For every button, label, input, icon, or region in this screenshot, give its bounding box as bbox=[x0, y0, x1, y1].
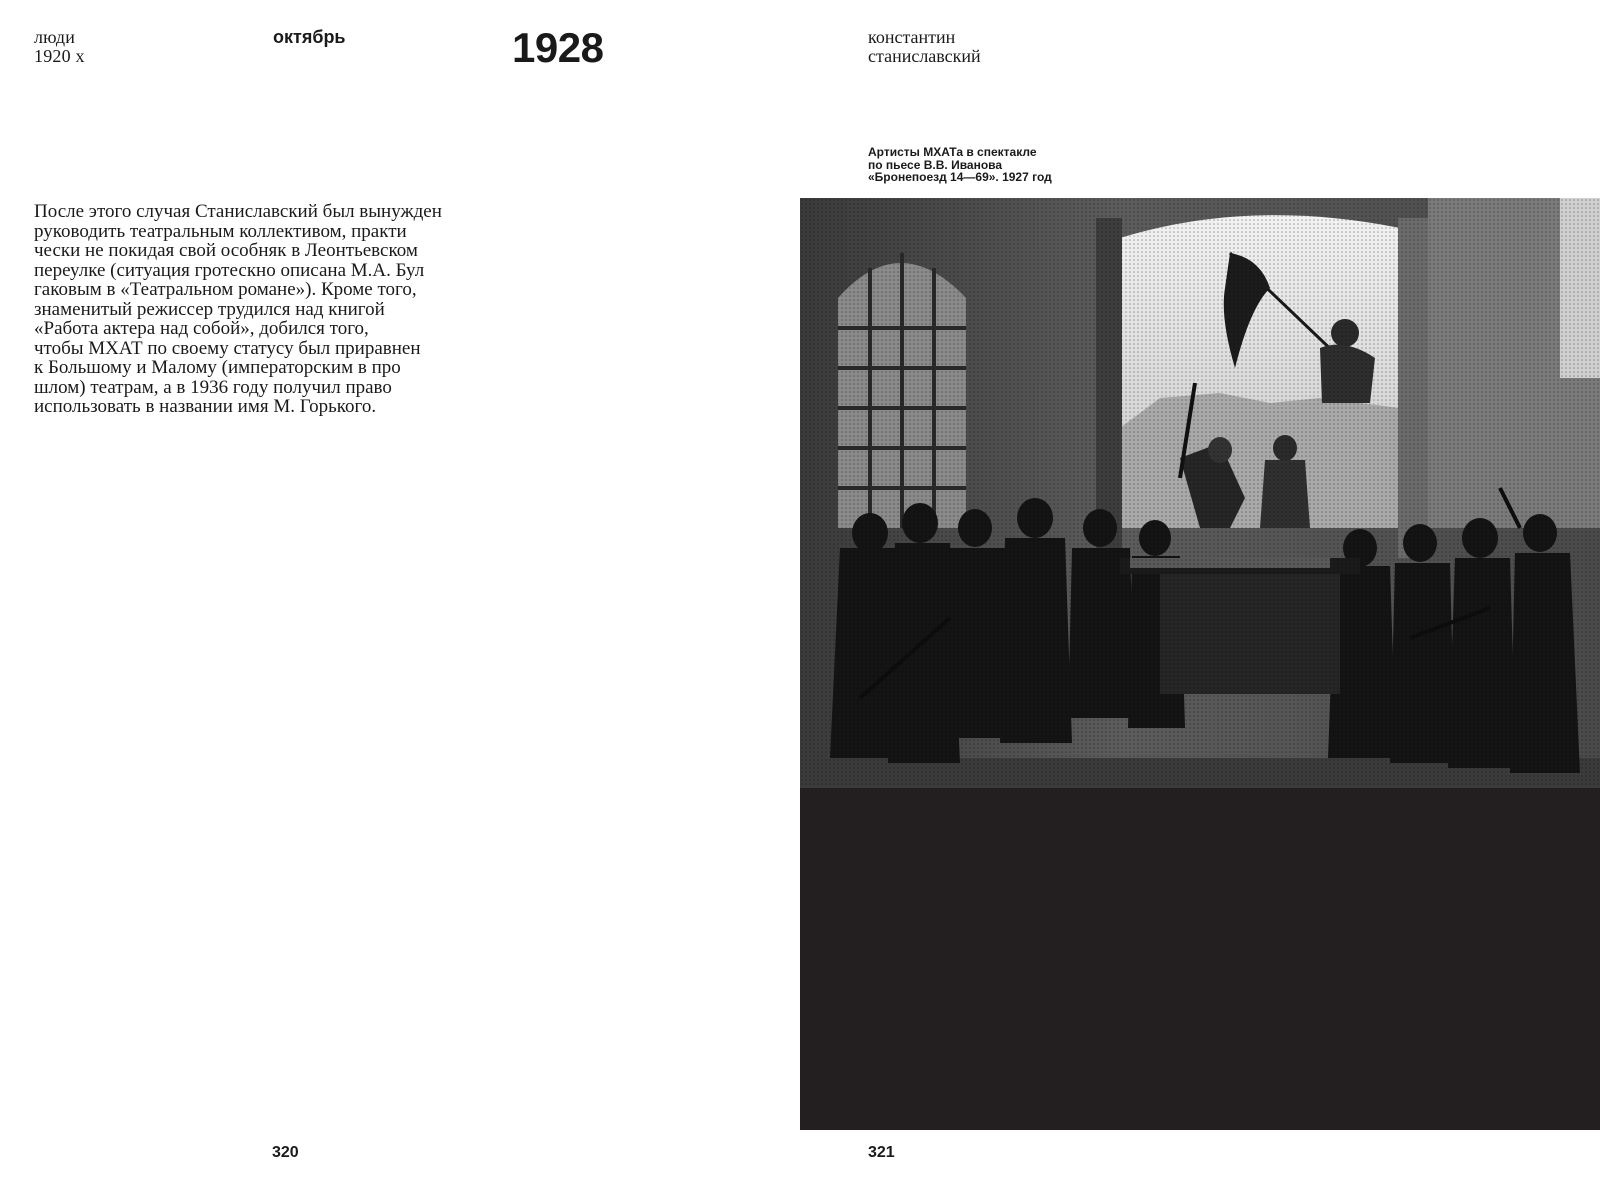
stage-scene-image bbox=[800, 198, 1600, 1130]
body-line: к Большому и Малому (императорским в про bbox=[34, 357, 401, 378]
category-label bbox=[34, 28, 85, 66]
year-heading: 1928 bbox=[512, 24, 604, 71]
caption-line: по пьесе В.В. Иванова bbox=[868, 157, 1003, 172]
body-line: знаменитый режиссер трудился над книгой bbox=[34, 298, 385, 320]
photo-caption bbox=[868, 146, 1052, 184]
body-line: шлом) театрам, а в 1936 году получил право bbox=[34, 376, 392, 398]
category-line: люди bbox=[34, 27, 76, 47]
body-line: гаковым в «Театральном романе»). Кроме того, bbox=[34, 279, 417, 300]
page-number-right: 321 bbox=[868, 1144, 895, 1161]
body-line: После этого случая Станиславский был вынужден bbox=[34, 201, 442, 222]
person-name-line: константин bbox=[868, 27, 956, 47]
caption-line: «Бронепоезд 14—69». 1927 год bbox=[868, 170, 1052, 184]
person-name bbox=[868, 28, 981, 66]
category-line: 1920 х bbox=[34, 46, 85, 66]
body-text bbox=[34, 202, 442, 417]
caption-line: Артисты МХАТа в спектакле bbox=[868, 145, 1037, 159]
body-line: «Работа актера над собой», добился того, bbox=[34, 318, 369, 339]
person-name-line: станиславский bbox=[868, 46, 981, 66]
body-line: чески не покидая свой особняк в Леонтьевском bbox=[34, 240, 418, 261]
body-line: чтобы МХАТ по своему статусу был приравнен bbox=[34, 337, 421, 359]
body-line: руководить театральным коллективом, практи bbox=[34, 220, 407, 242]
theatre-photo bbox=[800, 198, 1600, 1130]
page-number-left: 320 bbox=[272, 1144, 299, 1161]
body-line: использовать в названии имя М. Горького. bbox=[34, 396, 377, 417]
month-label: октябрь bbox=[273, 27, 346, 47]
body-line: переулке (ситуация гротескно описана М.А. Бул bbox=[34, 259, 425, 281]
